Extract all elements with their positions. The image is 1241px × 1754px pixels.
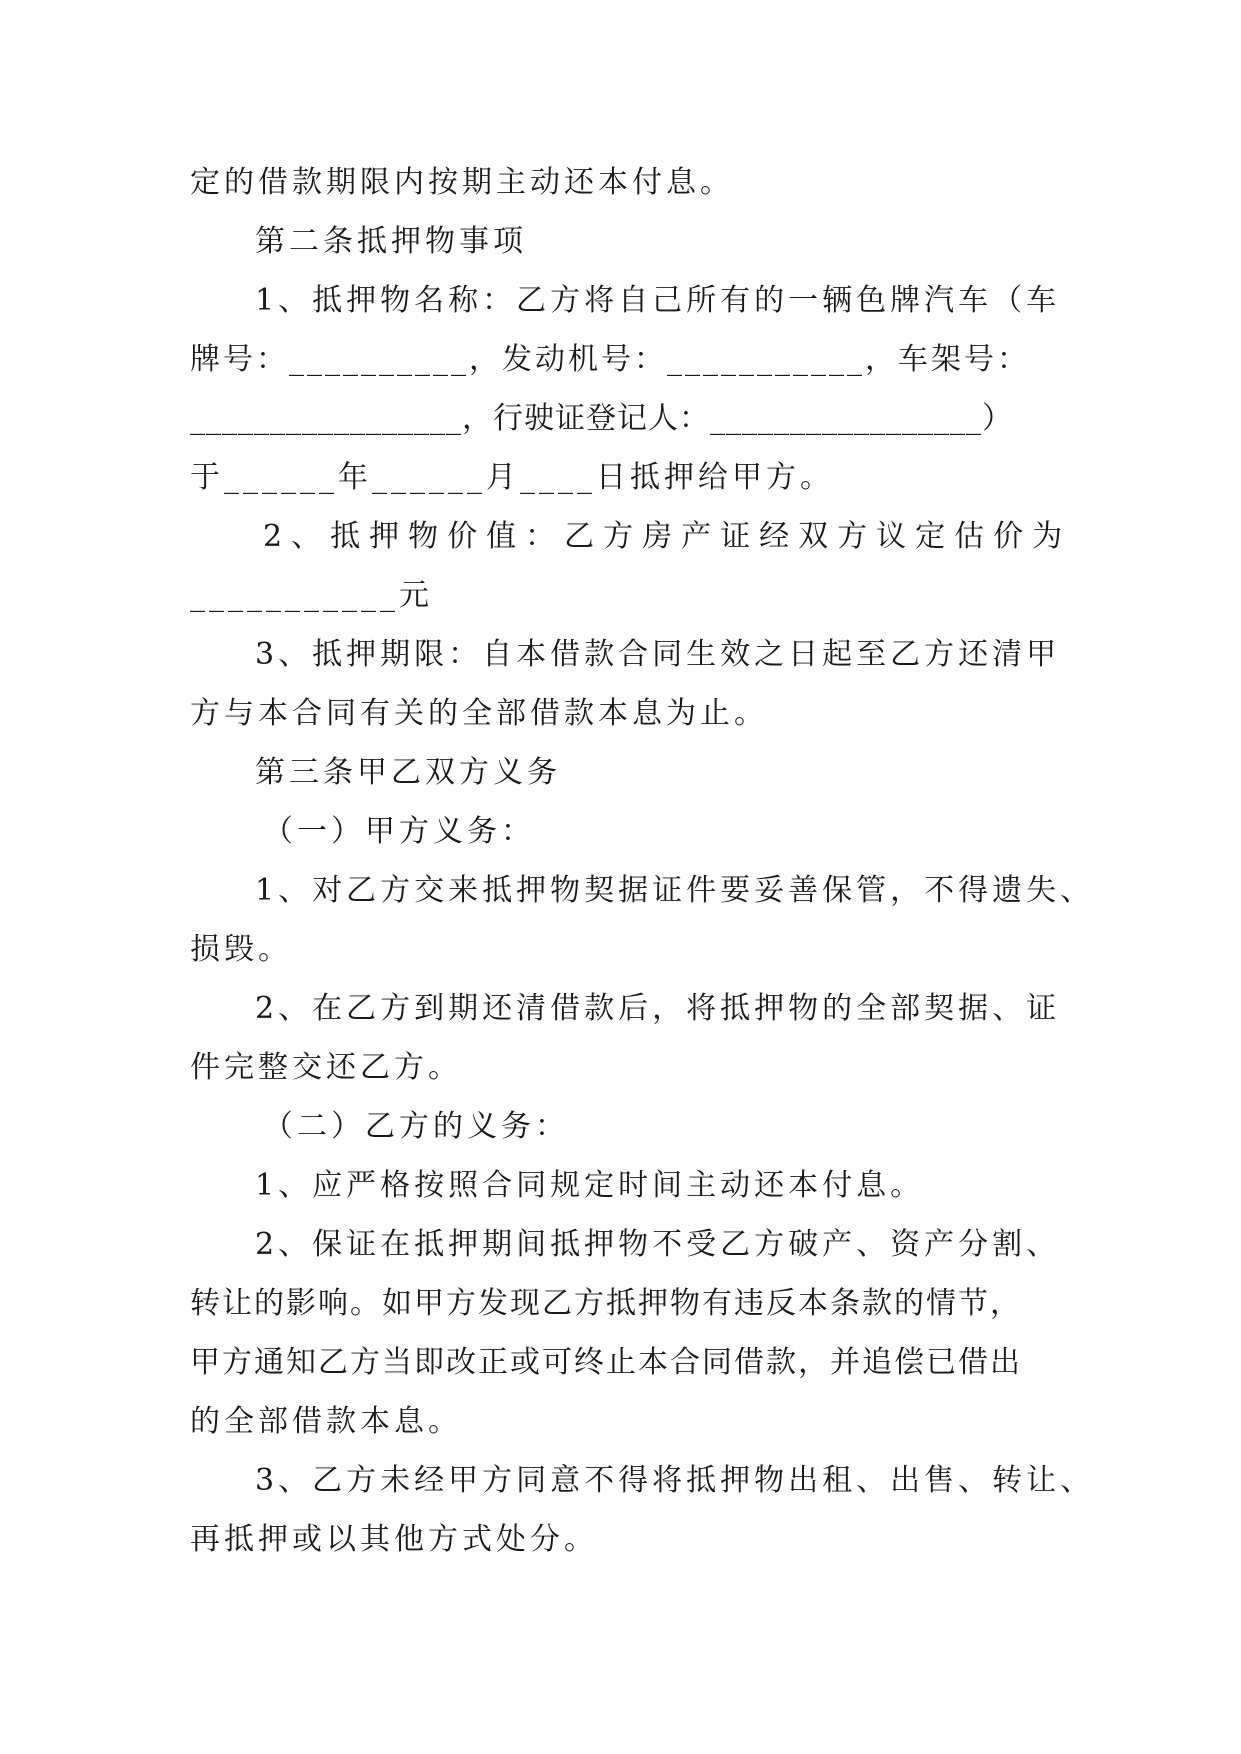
text-line: 3、抵押期限：自本借款合同生效之日起至乙方还清甲 xyxy=(255,637,1061,672)
section-heading: 第二条抵押物事项 xyxy=(255,224,527,259)
text-line: 3、乙方未经甲方同意不得将抵押物出租、出售、转让、 xyxy=(255,1463,1095,1498)
text-line: 1、抵押物名称：乙方将自己所有的一辆色牌汽车（车 xyxy=(255,283,1061,318)
text-line: _________________，行驶证登记人：_________________） xyxy=(190,401,1013,436)
text-line: 2、保证在抵押期间抵押物不受乙方破产、资产分割、 xyxy=(255,1227,1061,1262)
text-line: 方与本合同有关的全部借款本息为止。 xyxy=(190,696,768,731)
text-line: 转让的影响。如甲方发现乙方抵押物有违反本条款的情节， xyxy=(190,1286,1022,1321)
text-line: 定的借款期限内按期主动还本付息。 xyxy=(190,165,734,200)
text-line: 于______年______月____日抵押给甲方。 xyxy=(190,460,834,495)
text-line: 2、在乙方到期还清借款后，将抵押物的全部契据、证 xyxy=(255,991,1061,1026)
text-line: 1、应严格按照合同规定时间主动还本付息。 xyxy=(255,1168,925,1203)
text-line: 牌号：__________，发动机号：___________，车架号： xyxy=(190,342,1030,377)
subsection-heading: （一）甲方义务： xyxy=(263,814,535,849)
subsection-heading: （二）乙方的义务： xyxy=(263,1109,569,1144)
text-line: 1、对乙方交来抵押物契据证件要妥善保管，不得遗失、 xyxy=(255,873,1095,908)
text-line: ___________元 xyxy=(190,578,433,613)
text-line: 损毁。 xyxy=(190,932,292,967)
section-heading: 第三条甲乙双方义务 xyxy=(255,755,561,790)
text-line: 2、抵押物价值：乙方房产证经双方议定估价为 xyxy=(263,519,1072,554)
text-line: 再抵押或以其他方式处分。 xyxy=(190,1522,598,1557)
text-line: 的全部借款本息。 xyxy=(190,1404,462,1439)
text-line: 件完整交还乙方。 xyxy=(190,1050,462,1085)
text-line: 甲方通知乙方当即改正或可终止本合同借款，并追偿已借出 xyxy=(190,1345,1022,1380)
